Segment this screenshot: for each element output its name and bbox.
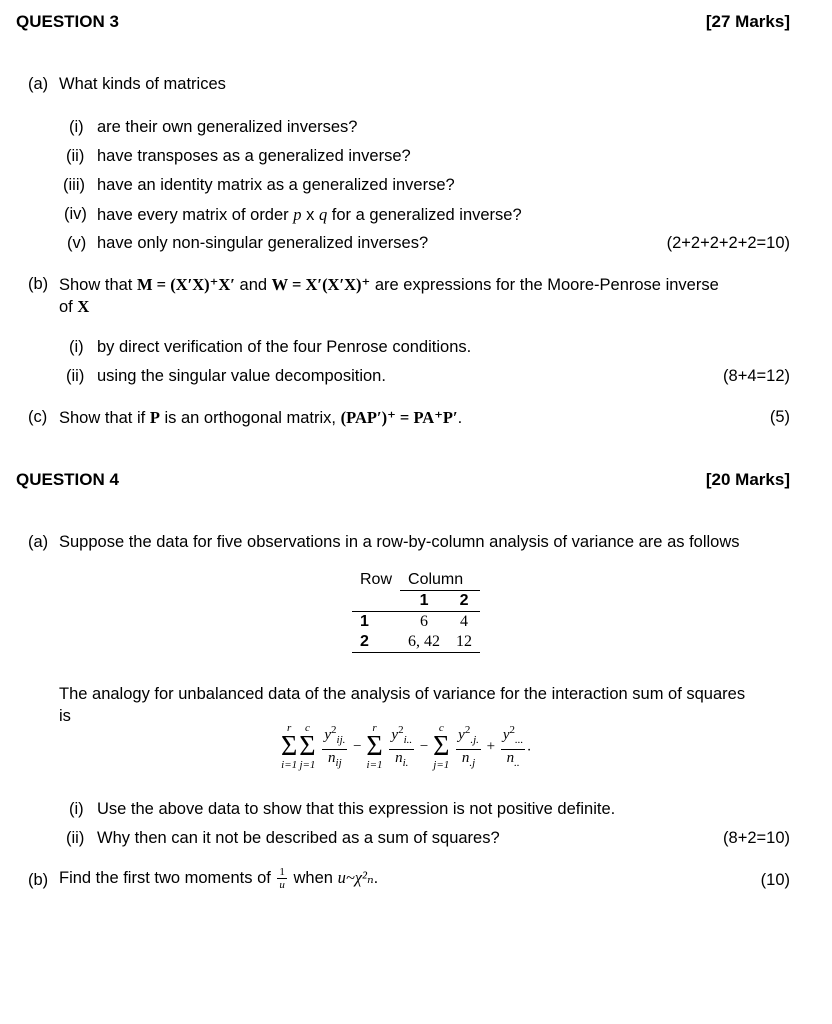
question-3-title: QUESTION 3: [16, 12, 119, 31]
q4a-item-text: Why then can it not be described as a sum of squares?: [97, 829, 500, 847]
q3a-label: (a): [28, 75, 49, 93]
q3a-item-num: (iv): [64, 205, 87, 223]
q4a-item-text: Use the above data to show that this expression is not positive definite.: [97, 800, 616, 818]
matrix-p: P: [149, 408, 160, 427]
q3b-marks: (8+4=12): [723, 367, 790, 385]
q4a-analogy2: is: [59, 707, 71, 725]
order-p: p: [293, 205, 302, 224]
order-x: x: [306, 206, 315, 224]
q4b-when: when: [293, 868, 333, 887]
q3c-text1: Show that if: [59, 409, 146, 427]
q4b-marks: (10): [760, 871, 790, 889]
formula-w: W = X′(X′X)⁺: [271, 275, 371, 294]
q3b-item-num: (ii): [66, 367, 85, 385]
interaction-ss-formula: r Σ i=1 c Σ j=1 $\frac{y^2_{ij.}}{n_{ij}}$ − r Σ i=1 $\frac{y^2_{i..}}{n_{i.}}$ − c Σ j=1 $\frac{y^2_{.j.}}{n_{.j}}$ + $\frac{y^2_{...}}{n_{..}}$ .: [281, 722, 532, 771]
q3b-text: [59, 275, 719, 295]
formula-pap: (PAP′)⁺ = PA⁺P′: [340, 408, 458, 427]
table-cell: 6, 42: [408, 633, 441, 650]
q3a-item-num: (i): [69, 118, 84, 136]
row-header: Row: [360, 571, 393, 589]
q3a-marks: (2+2+2+2+2=10): [666, 234, 790, 252]
q3a-item-text-before: have every matrix of order: [97, 206, 289, 224]
q3b-item-num: (i): [69, 338, 84, 356]
q4b-label: (b): [28, 871, 49, 889]
question-4-marks: [20 Marks]: [705, 470, 790, 489]
frac-numerator: 1: [279, 866, 285, 878]
q3a-item-num: (ii): [66, 147, 85, 165]
q3b-text1: Show that: [59, 276, 133, 294]
q3a-item-text: have an identity matrix as a generalized inverse?: [97, 176, 455, 194]
table-cell: 4: [460, 613, 469, 630]
q3b-label: (b): [28, 275, 49, 293]
q4b-end: .: [373, 868, 379, 887]
matrix-x: X: [77, 297, 90, 316]
q3a-item-text: are their own generalized inverses?: [97, 118, 358, 136]
q4a-label: (a): [28, 533, 49, 551]
q4b-text-main: Find the first two moments of: [59, 868, 271, 887]
formula-m: M = (X′X)⁺X′: [136, 275, 235, 294]
q3b-text2: are expressions for the Moore-Penrose inverse: [374, 276, 719, 294]
question-3-marks: [27 Marks]: [705, 12, 790, 31]
chi-square-dist: u~χ²ₙ: [337, 867, 374, 887]
table-cell: 6: [420, 613, 429, 630]
q3c-text2: is an orthogonal matrix,: [164, 409, 337, 427]
q3a-text: What kinds of matrices: [59, 75, 226, 93]
column-label: 1: [419, 592, 429, 609]
q3a-item-text: [97, 205, 522, 225]
q3a-item-text: have transposes as a generalized inverse?: [97, 147, 411, 165]
q3b-and: and: [239, 276, 268, 294]
frac-denominator: u: [279, 879, 285, 891]
q3b-of-line: [59, 297, 89, 317]
q4a-item-num: (i): [69, 800, 84, 818]
q3b-item-text: by direct verification of the four Penrose conditions.: [97, 338, 472, 356]
q3b-item-text: using the singular value decomposition.: [97, 367, 386, 385]
q3c-label: (c): [28, 408, 48, 426]
row-label: 1: [360, 613, 369, 630]
q4a-analogy1: The analogy for unbalanced data of the analysis of variance for the interaction sum of squares: [59, 685, 746, 703]
row-label: 2: [360, 633, 369, 650]
q3a-item-num: (iii): [63, 176, 85, 194]
q3a-item-text: have only non-singular generalized inverses?: [97, 234, 429, 252]
q4a-item-num: (ii): [66, 829, 85, 847]
question-4-title: QUESTION 4: [16, 470, 119, 489]
q4a-text: Suppose the data for five observations in a row-by-column analysis of variance are as follows: [59, 533, 740, 551]
order-q: q: [318, 205, 328, 224]
q4b-text: [59, 866, 378, 891]
q3c-marks: (5): [769, 408, 790, 426]
q3c-end: .: [457, 409, 463, 427]
q3c-text: [59, 408, 462, 428]
q3a-item-text-after: for a generalized inverse?: [331, 206, 522, 224]
column-header: Column: [400, 570, 480, 591]
anova-table: [352, 570, 480, 653]
table-cell: 12: [456, 633, 473, 650]
q3b-of: of: [59, 298, 73, 316]
q3a-item-num: (v): [67, 234, 87, 252]
column-label: 2: [459, 592, 469, 609]
q4a-marks: (8+2=10): [723, 829, 790, 847]
